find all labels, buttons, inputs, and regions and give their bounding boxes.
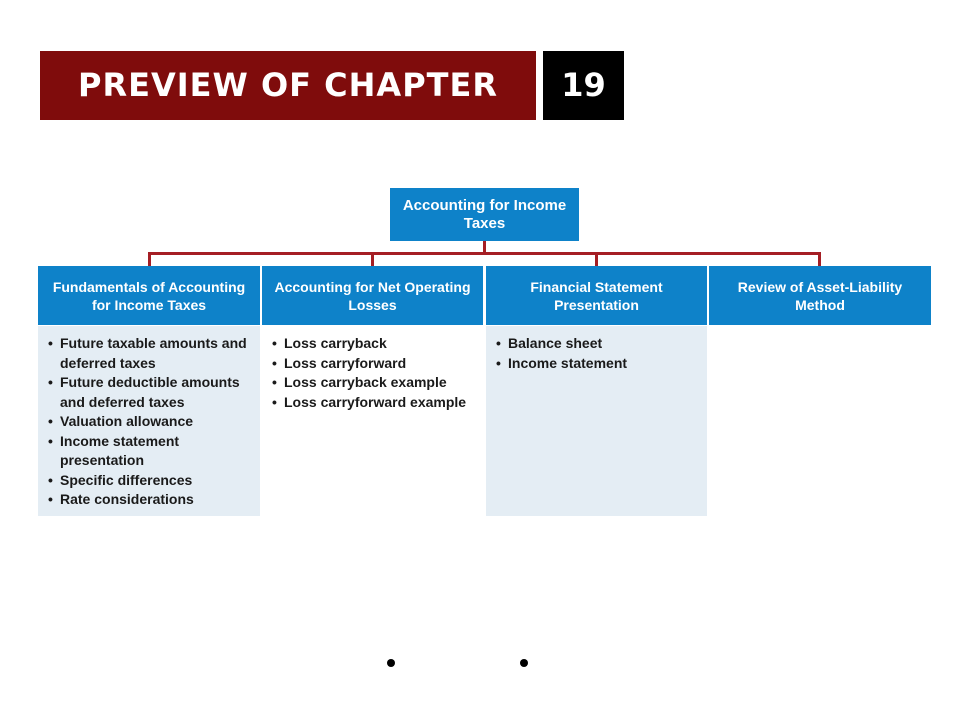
column-2-stem-line xyxy=(371,252,374,266)
list-item: • Income statement presentation xyxy=(48,432,254,471)
topic-list xyxy=(48,334,254,510)
list-item: • Future taxable amounts and deferred taxes xyxy=(48,334,254,373)
list-item: • Loss carryforward example xyxy=(272,393,477,413)
banner-title: PREVIEW OF CHAPTER xyxy=(78,66,498,104)
list-item: • Balance sheet xyxy=(496,334,701,354)
horizontal-connector-line xyxy=(148,252,821,255)
column-1-stem-line xyxy=(148,252,151,266)
list-item: • Income statement xyxy=(496,354,701,374)
column-4-stem-line xyxy=(818,252,821,266)
column-body-financial-statement xyxy=(486,326,707,516)
list-item: • Loss carryback xyxy=(272,334,477,354)
list-item: • Specific differences xyxy=(48,471,254,491)
diagram-root-box xyxy=(390,188,579,241)
diagram-root-label: Accounting for Income Taxes xyxy=(402,196,567,232)
bullet-dot xyxy=(387,659,395,667)
topic-list xyxy=(272,334,477,412)
topic-list xyxy=(496,334,701,373)
column-header-asset-liability xyxy=(709,266,931,325)
column-header-net-operating-losses xyxy=(262,266,483,325)
chapter-banner xyxy=(40,51,536,120)
column-body-fundamentals xyxy=(38,326,260,516)
column-header-financial-statement xyxy=(486,266,707,325)
column-header-fundamentals xyxy=(38,266,260,325)
list-item: • Loss carryback example xyxy=(272,373,477,393)
column-header-label: Financial Statement Presentation xyxy=(530,278,663,313)
column-header-label: Review of Asset-Liability Method xyxy=(737,278,903,313)
list-item: • Rate considerations xyxy=(48,490,254,510)
chapter-number-box xyxy=(543,51,624,120)
chapter-number: 19 xyxy=(561,66,606,104)
column-3-stem-line xyxy=(595,252,598,266)
list-item: • Valuation allowance xyxy=(48,412,254,432)
column-body-net-operating-losses xyxy=(262,326,483,516)
column-header-label: Accounting for Net Operating Losses xyxy=(274,278,471,313)
list-item: • Loss carryforward xyxy=(272,354,477,374)
bullet-dot xyxy=(520,659,528,667)
column-header-label: Fundamentals of Accounting for Income Taxes xyxy=(52,278,246,313)
list-item: • Future deductible amounts and deferred taxes xyxy=(48,373,254,412)
